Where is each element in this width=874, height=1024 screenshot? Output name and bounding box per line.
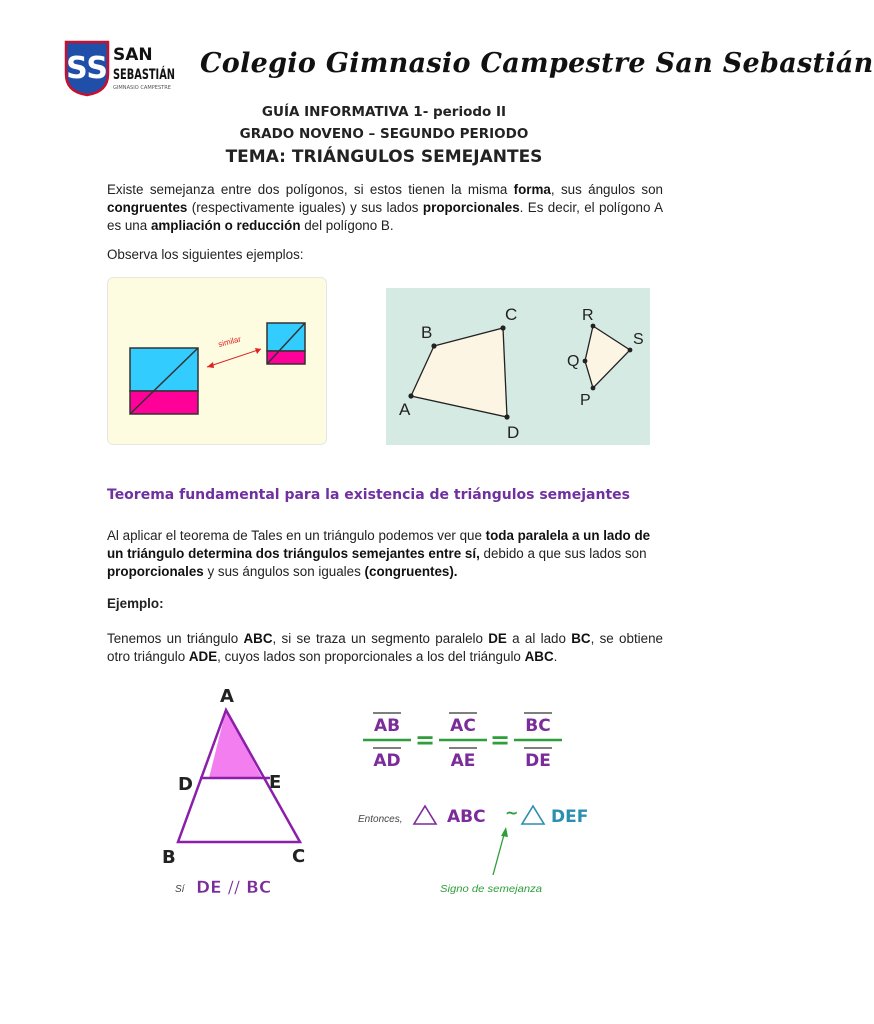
theorem-text: debido a que sus lados son [479, 546, 647, 561]
similar-label: similar [217, 334, 242, 349]
triangle-ade-fill [209, 710, 262, 778]
label-p: P [580, 392, 591, 409]
intro-bold-congruentes: congruentes [107, 200, 188, 215]
example-bold: ABC [524, 649, 554, 664]
label-c: C [505, 305, 518, 324]
example-bold: BC [571, 631, 591, 646]
label-b: B [421, 323, 433, 342]
fraction-1-numerator: AB [373, 716, 401, 736]
example-text: , se obtiene otro triángulo [107, 631, 663, 664]
entonces-label: Entonces, [358, 814, 403, 825]
equals-sign: = [414, 726, 436, 754]
fraction-2-numerator: AC [450, 716, 476, 736]
small-square-top [267, 323, 305, 351]
label-s: S [633, 331, 644, 348]
fraction-3-numerator: BC [525, 716, 551, 736]
example-text: a al lado [506, 631, 572, 646]
example-label: Ejemplo: [107, 596, 164, 611]
fraction-1-denominator: AD [373, 751, 401, 771]
intro-text: (respectivamente iguales) y sus lados [187, 200, 423, 215]
example-bold: DE [488, 631, 507, 646]
logo-subtitle: GIMNASIO CAMPESTRE [113, 85, 171, 91]
guide-title: GUÍA INFORMATIVA 1- periodo II [261, 104, 507, 120]
topic-title: TEMA: TRIÁNGULOS SEMEJANTES [225, 147, 543, 167]
example-text: , si se traza un segmento paralelo [272, 631, 489, 646]
intro-text: , sus ángulos son [550, 182, 664, 197]
logo-line1: SAN [113, 45, 153, 65]
example-bold: ADE [188, 649, 218, 664]
label-b: B [162, 847, 176, 868]
similar-quadrilaterals-figure [386, 288, 650, 445]
school-logo [64, 38, 202, 96]
label-d: D [507, 423, 520, 442]
triangle-icon [522, 806, 544, 824]
proportion-ratios-figure [355, 700, 605, 900]
label-a: A [399, 400, 411, 419]
label-q: Q [567, 353, 580, 370]
example-bold: ABC [243, 631, 273, 646]
large-square-top [130, 348, 198, 391]
triangle-abc-figure [150, 680, 330, 900]
label-r: R [582, 307, 594, 324]
grade-title: GRADO NOVENO – SEGUNDO PERIODO [239, 126, 529, 142]
theorem-bold-congruentes: (congruentes). [364, 564, 458, 579]
example-text: Tenemos un triángulo [107, 631, 244, 646]
example-paragraph [107, 630, 663, 666]
example-text: . [553, 649, 558, 664]
logo-line2: SEBASTIÁN [113, 67, 202, 83]
intro-text: Existe semejanza entre dos polígonos, si estos tienen la misma [107, 182, 514, 197]
intro-paragraph [107, 181, 663, 235]
intro-bold-proporcionales: proporcionales [422, 200, 520, 215]
large-square-bottom [130, 391, 198, 414]
theorem-text: Al aplicar el teorema de Tales en un triángulo podemos ver que [107, 528, 486, 543]
label-d: D [178, 774, 193, 795]
theorem-heading: Teorema fundamental para la existencia de triángulos semejantes [107, 487, 630, 503]
label-c: C [292, 846, 306, 867]
si-label: Sí [175, 884, 185, 895]
theorem-paragraph [107, 527, 663, 581]
logo-initials: SS [66, 51, 108, 86]
intro-text: . Es decir, el polígono A es una [107, 200, 664, 233]
equals-sign: = [489, 726, 511, 754]
theorem-bold-statement: toda paralela a un lado de un triángulo determina dos triángulos semejantes entre sí, [107, 528, 651, 561]
theorem-text: y sus ángulos son iguales [203, 564, 365, 579]
similarity-arrow [493, 831, 505, 875]
triangle-icon [414, 806, 436, 824]
triangle-def-label: DEF [551, 807, 589, 827]
examples-intro: Observa los siguientes ejemplos: [107, 247, 304, 262]
similar-squares-figure [107, 277, 327, 445]
label-a: A [220, 686, 234, 707]
fraction-3-denominator: DE [525, 751, 551, 771]
school-name: Colegio Gimnasio Campestre San Sebastián [200, 48, 874, 79]
parallel-notation: DE // BC [196, 878, 272, 898]
intro-bold-ampliacion: ampliación o reducción [150, 218, 301, 233]
fraction-2-denominator: AE [450, 751, 476, 771]
example-text: , cuyos lados son proporcionales a los del triángulo [217, 649, 525, 664]
intro-text: del polígono B. [300, 218, 394, 233]
signo-semejanza-label: Signo de semejanza [440, 883, 543, 895]
similarity-sign: ~ [505, 803, 519, 822]
intro-bold-forma: forma [513, 182, 551, 197]
label-e: E [269, 772, 282, 793]
triangle-abc-label: ABC [447, 807, 486, 827]
theorem-bold-proporcionales: proporcionales [107, 564, 204, 579]
